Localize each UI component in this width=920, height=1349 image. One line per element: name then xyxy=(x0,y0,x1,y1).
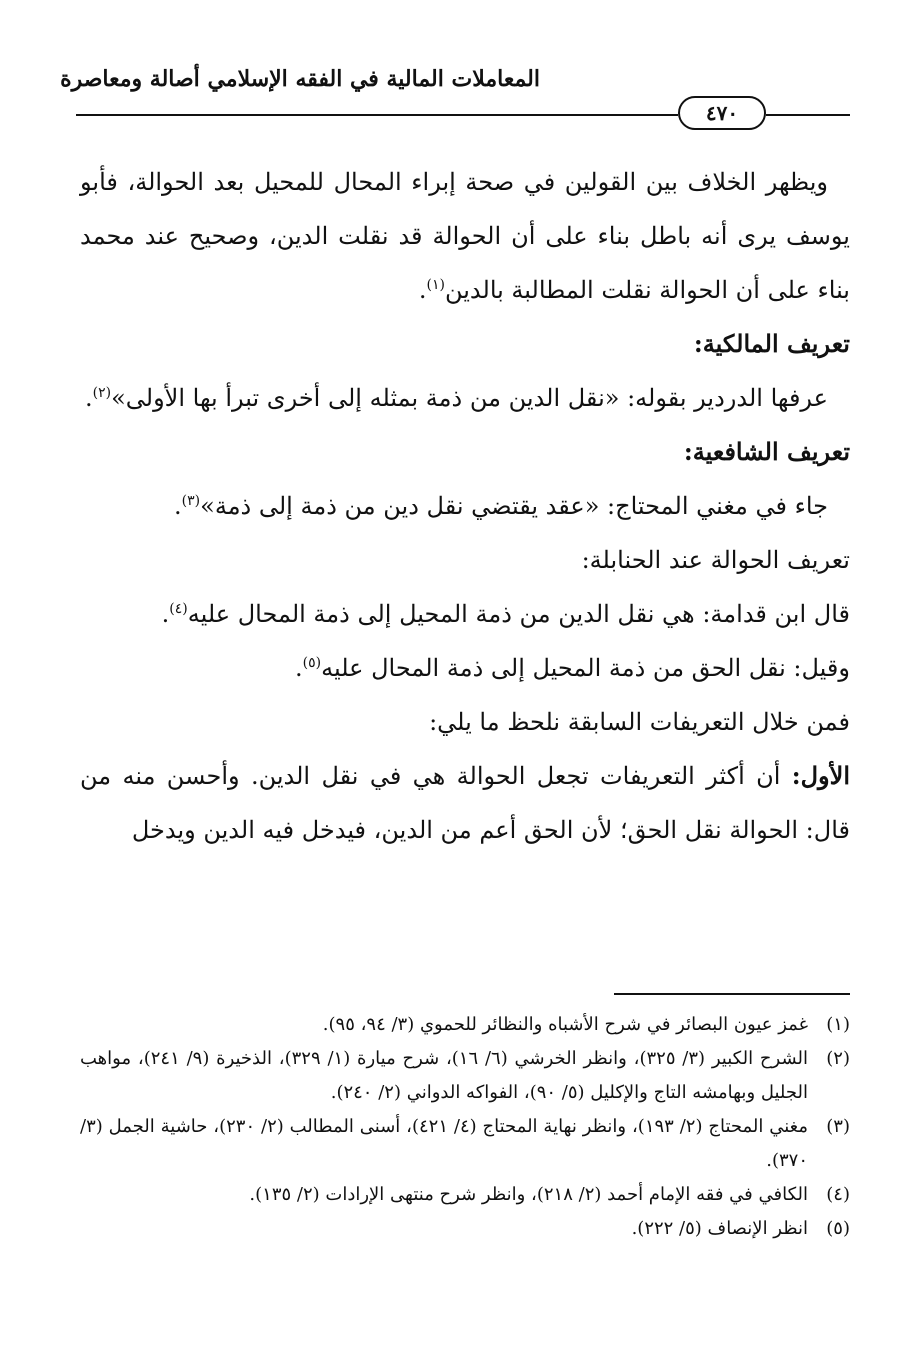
paragraph-first-point xyxy=(80,749,850,857)
footnote-item xyxy=(80,1212,850,1246)
paragraph-mughni xyxy=(80,479,850,533)
footnote-item xyxy=(80,1110,850,1178)
paragraph-end: . xyxy=(418,276,427,304)
paragraph-text: أن أكثر التعريفات تجعل الحوالة هي في نقل الدين. وأحسن منه من قال: الحوالة نقل الحق؛ لأن الحق أعم من الدين، فيدخل فيه الدين ويدخل xyxy=(80,762,850,844)
header-rule-left xyxy=(76,114,678,116)
footnote-item xyxy=(80,1042,850,1110)
paragraph-observations-intro: فمن خلال التعريفات السابقة نلحظ ما يلي: xyxy=(429,708,850,736)
footnote-ref-5[interactable]: (٥) xyxy=(302,655,322,671)
footnote-ref-4[interactable]: (٤) xyxy=(169,601,188,617)
heading-shafii: تعريف الشافعية: xyxy=(683,437,850,466)
paragraph-end: . xyxy=(174,492,182,520)
running-title: المعاملات المالية في الفقه الإسلامي أصالة ومعاصرة xyxy=(60,66,540,92)
footnote-number: (٤) xyxy=(826,1184,850,1205)
footnote-text: انظر الإنصاف (٥/ ٢٢٢). xyxy=(631,1218,808,1239)
paragraph-text: ويظهر الخلاف بين القولين في صحة إبراء المحال للمحيل بعد الحوالة، فأبو يوسف يرى أنه باطل بناء على أن الحوالة قد نقلت الدين، وصحيح عند محمد بناء على أن الحوالة نقلت المطالبة بالدين xyxy=(80,168,850,304)
main-text xyxy=(80,155,850,857)
paragraph-ibn-qudama xyxy=(80,587,850,641)
footnote-ref-1[interactable]: (١) xyxy=(426,277,445,293)
footnote-ref-2[interactable]: (٢) xyxy=(92,385,112,401)
paragraph-text: جاء في مغني المحتاج: «عقد يقتضي نقل دين من ذمة إلى ذمة» xyxy=(200,492,828,520)
footnote-separator xyxy=(614,993,850,995)
footnote-text: مغني المحتاج (٢/ ١٩٣)، وانظر نهاية المحتاج (٤/ ٤٢١)، أسنى المطالب (٢/ ٢٣٠)، حاشية الجمل (٣/ ٣٧٠). xyxy=(80,1116,809,1171)
paragraph-text: قال ابن قدامة: هي نقل الدين من ذمة المحيل إلى ذمة المحال عليه xyxy=(187,600,850,628)
footnote-number: (٢) xyxy=(826,1048,850,1069)
footnote-ref-3[interactable]: (٣) xyxy=(181,493,201,509)
footnote-number: (٣) xyxy=(826,1116,850,1137)
footnotes xyxy=(80,1008,850,1246)
page-number: ٤٧٠ xyxy=(678,96,766,130)
heading-maliki: تعريف المالكية: xyxy=(693,329,850,358)
paragraph-end: . xyxy=(84,384,93,412)
point-lead: الأول: xyxy=(791,761,850,790)
footnote-number: (١) xyxy=(826,1014,850,1035)
footnote-item xyxy=(80,1008,850,1042)
paragraph-qila xyxy=(80,641,850,695)
footnote-text: الشرح الكبير (٣/ ٣٢٥)، وانظر الخرشي (٦/ ١٦)، شرح ميارة (١/ ٣٢٩)، الذخيرة (٩/ ٢٤١)، مواهب الجليل وبهامشه التاج والإكليل (٥/ ٩٠)، الفواكه الدواني (٢/ ٢٤٠). xyxy=(80,1048,808,1103)
paragraph-text: عرفها الدردير بقوله: «نقل الدين من ذمة بمثله إلى أخرى تبرأ بها الأولى» xyxy=(111,384,828,412)
header-rule-right xyxy=(766,114,850,116)
footnote-number: (٥) xyxy=(826,1218,850,1239)
footnote-item xyxy=(80,1178,850,1212)
paragraph-text: وقيل: نقل الحق من ذمة المحيل إلى ذمة المحال عليه xyxy=(321,654,850,682)
footnote-text: الكافي في فقه الإمام أحمد (٢/ ٢١٨)، وانظر شرح منتهى الإرادات (٢/ ١٣٥). xyxy=(249,1184,808,1205)
footnote-text: غمز عيون البصائر في شرح الأشباه والنظائر للحموي (٣/ ٩٤، ٩٥). xyxy=(322,1014,808,1035)
paragraph-end: . xyxy=(161,600,170,628)
paragraph-end: . xyxy=(295,654,303,682)
paragraph-dardir xyxy=(80,371,850,425)
heading-hanbali: تعريف الحوالة عند الحنابلة: xyxy=(581,546,850,574)
paragraph-khilaf xyxy=(80,155,850,317)
